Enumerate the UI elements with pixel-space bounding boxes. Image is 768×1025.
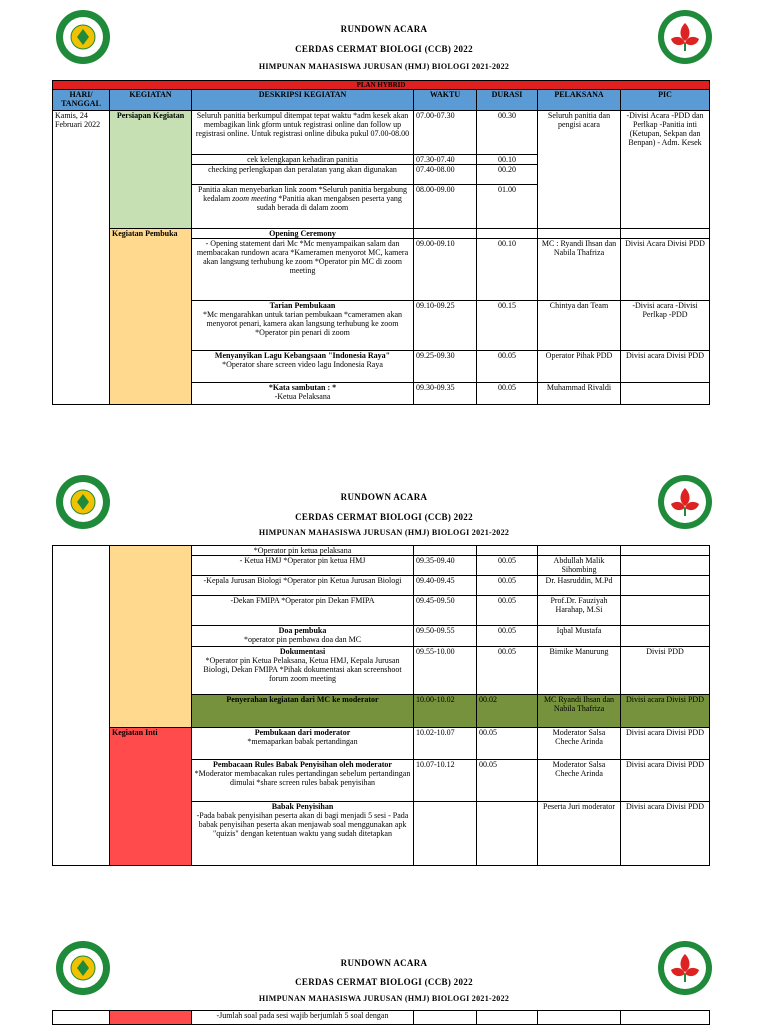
table-row-time: 09.50-09.55 [414, 626, 477, 647]
rundown-table-page3 [52, 1010, 710, 1025]
plan-label: PLAN HYBRID [53, 81, 710, 90]
activity-persiapan: Persiapan Kegiatan [110, 111, 192, 229]
table-row-executor: Muhammad Rivaldi [538, 383, 621, 405]
table-row-duration: 00.05 [477, 596, 538, 626]
table-row-desc: Doa pembuka *operator pin pembawa doa dan MC [192, 626, 414, 647]
table-row-executor: Peserta Juri moderator [538, 802, 621, 866]
table-row-time: 09.30-09.35 [414, 383, 477, 405]
doc-title: RUNDOWN ACARA [340, 958, 428, 968]
table-row-time: 09.55-10.00 [414, 647, 477, 695]
table-row-executor: Iqbal Mustafa [538, 626, 621, 647]
table-row-duration: 00.20 [477, 165, 538, 185]
doc-org: HIMPUNAN MAHASISWA JURUSAN (HMJ) BIOLOGI 2021-2022 [258, 528, 510, 537]
table-row-desc: Seluruh panitia berkumpul ditempat tepat waktu *adm kesek akan membagikan link gform untuk registrasi online dan follow up registrasi online. Untuk registrasi online dibuka pukul 07.00-08.00 [192, 111, 414, 155]
table-row-time: 09.10-09.25 [414, 301, 477, 351]
hmj-logo [657, 9, 713, 65]
table-row-desc: Pembukaan dari moderator *memaparkan babak pertandingan [192, 728, 414, 760]
activity-inti: Kegiatan Inti [110, 728, 192, 866]
doc-org: HIMPUNAN MAHASISWA JURUSAN (HMJ) BIOLOGI 2021-2022 [258, 994, 510, 1003]
table-row-time: 09.45-09.50 [414, 596, 477, 626]
table-row-time: 09.00-09.10 [414, 239, 477, 301]
col-header-pic: PIC [621, 90, 710, 111]
table-row-duration: 00.30 [477, 111, 538, 155]
table-row-desc: *Operator pin ketua pelaksana [192, 546, 414, 556]
table-row-duration: 00.05 [477, 626, 538, 647]
table-row-pic: Divisi acara Divisi PDD [621, 351, 710, 383]
table-row-desc: -Jumlah soal pada sesi wajib berjumlah 5 soal dengan [192, 1011, 414, 1025]
table-row-duration: 00.15 [477, 301, 538, 351]
table-row-desc: Tarian Pembukaan *Mc mengarahkan untuk tarian pembukaan *cameramen akan menyorot penari, kamera akan langsung terhubung ke zoom *Operator pin penari di zoom [192, 301, 414, 351]
table-row-executor: Abdullah Malik Sihombing [538, 556, 621, 576]
table-row-time: 07.40-08.00 [414, 165, 477, 185]
table-row-duration: 00.05 [477, 760, 538, 802]
table-row-pic: Divisi acara Divisi PDD [621, 695, 710, 728]
table-row-desc: Pembacaan Rules Babak Penyisihan oleh moderator *Moderator membacakan rules pertandingan sebelum pertandingan dimulai *share screen rules babak penyisihan [192, 760, 414, 802]
table-row-desc: Panitia akan menyebarkan link zoom *Seluruh panitia bergabung kedalam zoom meeting *Panitia akan mengabsen peserta yang sudah berada di dalam zoom [192, 185, 414, 229]
table-row-duration: 00.10 [477, 155, 538, 165]
table-row-desc: - Opening statement dari Mc *Mc menyampaikan salam dan membacakan rundown acara *Kameramen menyorot MC, kamera akan langsung terhubung ke zoom *Operator pin MC di zoom meeting [192, 239, 414, 301]
university-logo [55, 940, 111, 996]
table-row-time: 09.35-09.40 [414, 556, 477, 576]
date-cell: Kamis, 24 Februari 2022 [53, 111, 110, 405]
doc-subtitle: CERDAS CERMAT BIOLOGI (CCB) 2022 [295, 44, 473, 54]
table-row-desc: Menyanyikan Lagu Kebangsaan "Indonesia Raya" *Operator share screen video lagu Indonesia Raya [192, 351, 414, 383]
table-row-executor: Prof.Dr. Fauziyah Harahap, M.Si [538, 596, 621, 626]
table-row-desc: -Dekan FMIPA *Operator pin Dekan FMIPA [192, 596, 414, 626]
col-header-description: DESKRIPSI KEGIATAN [192, 90, 414, 111]
table-row-executor: Chintya dan Team [538, 301, 621, 351]
col-header-duration: DURASI [477, 90, 538, 111]
table-row-executor: MC : Ryandi Ihsan dan Nabila Thafriza [538, 239, 621, 301]
table-row-pic: -Divisi acara -Divisi Perlkap -PDD [621, 301, 710, 351]
table-row-executor: Seluruh panitia dan pengisi acara [538, 111, 621, 229]
doc-subtitle: CERDAS CERMAT BIOLOGI (CCB) 2022 [295, 977, 473, 987]
table-row-desc: Penyerahan kegiatan dari MC ke moderator [192, 695, 414, 728]
table-row-time: 07.00-07.30 [414, 111, 477, 155]
rundown-table-page2 [52, 545, 710, 866]
table-row-pic: Divisi Acara Divisi PDD [621, 239, 710, 301]
table-row-duration: 00.05 [477, 647, 538, 695]
hmj-logo [657, 940, 713, 996]
table-row-desc: checking perlengkapan dan peralatan yang akan digunakan [192, 165, 414, 185]
activity-pembuka: Kegiatan Pembuka [110, 229, 192, 405]
table-row-executor: Moderator Salsa Cheche Arinda [538, 728, 621, 760]
doc-title: RUNDOWN ACARA [340, 492, 428, 502]
table-row-duration: 00.05 [477, 383, 538, 405]
table-row-duration: 00.05 [477, 576, 538, 596]
doc-title: RUNDOWN ACARA [340, 24, 428, 34]
table-row-time: 10.02-10.07 [414, 728, 477, 760]
table-row-pic: Divisi acara Divisi PDD [621, 802, 710, 866]
table-row-executor: Bimike Manurung [538, 647, 621, 695]
table-row-time: 10.00-10.02 [414, 695, 477, 728]
table-row-desc: -Kepala Jurusan Biologi *Operator pin Ketua Jurusan Biologi [192, 576, 414, 596]
university-logo [55, 9, 111, 65]
col-header-activity: KEGIATAN [110, 90, 192, 111]
table-row-executor: Operator Pihak PDD [538, 351, 621, 383]
table-row-duration: 00.10 [477, 239, 538, 301]
table-row-duration: 01.00 [477, 185, 538, 229]
table-row-time: 09.25-09.30 [414, 351, 477, 383]
table-row-desc: cek kelengkapan kehadiran panitia [192, 155, 414, 165]
table-row-time: 09.40-09.45 [414, 576, 477, 596]
table-row-time: 10.07-10.12 [414, 760, 477, 802]
table-row-pic: -Divisi Acara -PDD dan Perlkap -Panitia inti (Ketupan, Sekpan dan Benpan) - Adm. Kesek [621, 111, 710, 229]
table-row-duration: 00.05 [477, 728, 538, 760]
col-header-date: HARI/ TANGGAL [53, 90, 110, 111]
table-row-duration: 00.05 [477, 351, 538, 383]
table-row-desc: Babak Penyisihan -Pada babak penyisihan peserta akan di bagi menjadi 5 sesi - Pada babak penyisihan peserta akan menjawab soal menggunakan apk "quizis" dengan ketentuan waktu yang sudah ditetapkan [192, 802, 414, 866]
table-row-executor: MC Ryandi Ihsan dan Nabila Thafriza [538, 695, 621, 728]
table-row-pic: Divisi acara Divisi PDD [621, 728, 710, 760]
table-row-desc: - Ketua HMJ *Operator pin ketua HMJ [192, 556, 414, 576]
table-row-desc: *Kata sambutan : * -Ketua Pelaksana [192, 383, 414, 405]
col-header-executor: PELAKSANA [538, 90, 621, 111]
col-header-time: WAKTU [414, 90, 477, 111]
table-row-pic: Divisi PDD [621, 647, 710, 695]
rundown-table-page1 [52, 80, 710, 405]
table-row-executor: Dr. Hasruddin, M.Pd [538, 576, 621, 596]
table-row-duration: 00.02 [477, 695, 538, 728]
table-row-executor: Moderator Salsa Cheche Arinda [538, 760, 621, 802]
section-title: Opening Ceremony [192, 229, 414, 239]
table-row-time: 08.00-09.00 [414, 185, 477, 229]
table-row-pic: Divisi acara Divisi PDD [621, 760, 710, 802]
table-row-duration: 00.05 [477, 556, 538, 576]
table-row-desc: Dokumentasi *Operator pin Ketua Pelaksana, Ketua HMJ, Kepala Jurusan Biologi, Dekan FMIPA *Pihak dokumentasi akan screenshoot forum zoom meeting [192, 647, 414, 695]
table-row-time: 07.30-07.40 [414, 155, 477, 165]
doc-subtitle: CERDAS CERMAT BIOLOGI (CCB) 2022 [295, 512, 473, 522]
doc-org: HIMPUNAN MAHASISWA JURUSAN (HMJ) BIOLOGI 2021-2022 [258, 62, 510, 71]
